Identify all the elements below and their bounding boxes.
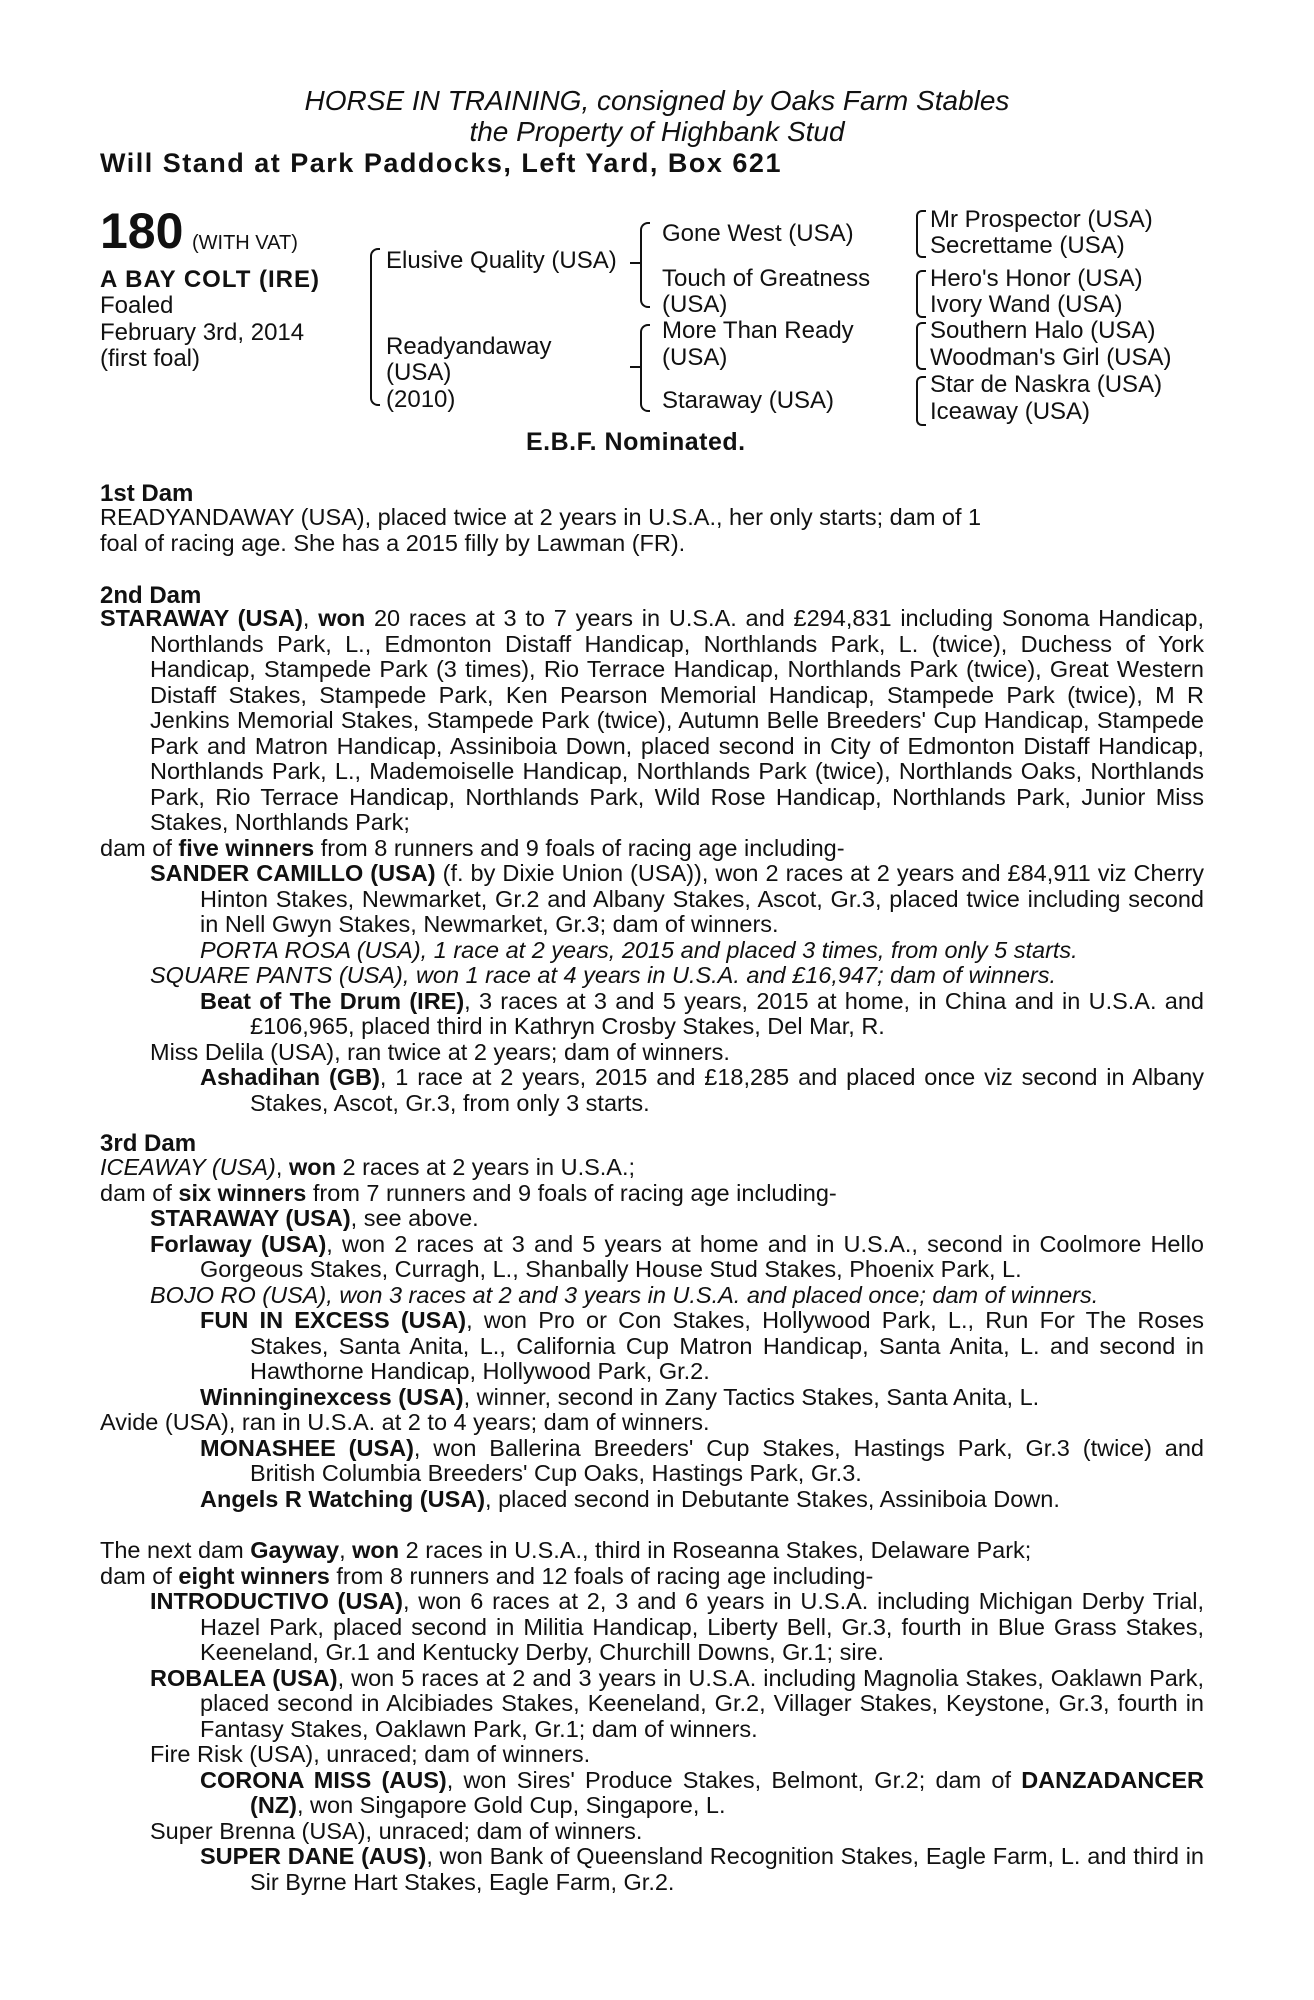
second-dam-name: STARAWAY (USA) [100,605,303,631]
produce-item [100,1487,1204,1513]
produce-item [100,1844,1204,1895]
produce-name: CORONA MISS (AUS) [200,1766,447,1793]
dam-of-detail: from 8 runners and 9 foals of racing age including- [320,834,845,861]
produce-text: , won Bank of Queensland Recognition Stakes, Eagle Farm, L. and third in Sir Byrne Hart Stakes, Eagle Farm, Gr.2. [250,1843,1204,1895]
next-dam-name: Gayway [250,1537,340,1563]
produce-item [100,1589,1204,1666]
vat-note: (WITH VAT) [192,232,298,254]
produce-text: (f. by Dixie Union (USA)), won 2 races at 2 years and £84,911 viz Cherry Hinton Stakes, Newmarket, Gr.2 and Albany Stakes, Ascot, Gr.3, placed twice including second in Nell Gwyn Stakes, Newmarket, Gr.3; dam of winners. [200,860,1205,937]
sire-sire-sire: Mr Prospector (USA) [930,206,1153,233]
dam-of-detail: from 7 runners and 9 foals of racing age including- [312,1179,837,1206]
dam-sire-country: (USA) [662,344,728,371]
produce-item [100,1065,1204,1116]
produce-text: , won 1 race at 4 years in U.S.A. and £16,947; dam of winners. [402,962,1057,988]
produce-name: SANDER CAMILLO (USA) [150,860,436,886]
produce-text: , won Singapore Gold Cup, Singapore, L. [296,1792,726,1818]
lot-name: A BAY COLT (IRE) [100,266,321,293]
produce-item [100,989,1204,1040]
produce-name: Angels R Watching (USA) [200,1485,486,1512]
dam-year: (2010) [386,386,456,413]
next-dam-record: The next dam Gayway, won 2 races in U.S.A., third in Roseanna Stakes, Delaware Park; dam of eight winners from 8 runners and 12 foals of racing age including- INTRODUCTIVO (USA), won 6 races at 2, 3 and 6 years in U.S.A. including Michigan Derby Trial, Hazel Park, placed second in Militia Handicap, Liberty Bell, Gr.3, fourth in Blue Grass Stakes, Keeneland, Gr.1 and Kentucky Derby, Churchill Downs, Gr.1; sire. ROBALEA (USA), won 5 races at 2 and 3 years in U.S.A. including Magnolia Stakes, Oaklawn Park, placed second in Alcibiades Stakes, Keeneland, Gr.2, Villager Stakes, Keystone, Gr.3, fourth in Fantasy Stakes, Oaklawn Park, Gr.1; dam of winners. Fire Risk (USA), unraced; dam of winners. CORONA MISS (AUS), won Sires' Produce Stakes, Belmont, Gr.2; dam of DANZADANCER (NZ), won Singapore Gold Cup, Singapore, L. Super Brenna (USA), unraced; dam of winners. SUPER DANE (AUS), won Bank of Queensland Recognition Stakes, Eagle Farm, L. and third in Sir Byrne Hart Stakes, Eagle Farm, Gr.2. [100,1537,1205,1895]
produce-name: INTRODUCTIVO (USA) [150,1588,403,1614]
sire: Elusive Quality (USA) [386,247,617,274]
dam-sire-dam: Woodman's Girl (USA) [930,344,1172,371]
next-dam-summary: 2 races in U.S.A., third in Roseanna Stakes, Delaware Park; [405,1537,1032,1563]
foaled-date: February 3rd, 2014 [100,319,305,346]
produce-name: PORTA ROSA (USA) [200,936,421,963]
foaled-label: Foaled [100,292,174,319]
brace-tick [630,366,640,368]
produce-item [100,1206,1204,1232]
sire-sire: Gone West (USA) [662,220,854,247]
second-dam-title: 2nd Dam [100,582,202,609]
produce-item [100,1410,1204,1436]
produce-name: MONASHEE (USA) [200,1434,414,1461]
produce-name: SQUARE PANTS (USA) [150,962,403,988]
produce-name: BOJO RO (USA) [150,1281,327,1308]
third-dam-record: ICEAWAY (USA), won 2 races at 2 years in U.S.A.; dam of six winners from 7 runners and 9 foals of racing age including- STARAWAY (USA), see above. Forlaway (USA), won 2 races at 3 and 5 years at home and in U.S.A., second in Coolmore Hello Gorgeous Stakes, Curragh, L., Shanbally House Stud Stakes, Phoenix Park, L. BOJO RO (USA), won 3 races at 2 and 3 years in U.S.A. and placed once; dam of winners. FUN IN EXCESS (USA), won Pro or Con Stakes, Hollywood Park, L., Run For The Roses Stakes, Santa Anita, L., California Cup Matron Handicap, Santa Anita, L. and second in Hawthorne Handicap, Hollywood Park, Gr.2. Winninginexcess (USA), winner, second in Zany Tactics Stakes, Santa Anita, L. Avide (USA), ran in U.S.A. at 2 to 4 years; dam of winners. MONASHEE (USA), won Ballerina Breeders' Cup Stakes, Hastings Park, Gr.3 (twice) and British Columbia Breeders' Cup Oaks, Hastings Park, Gr.3. Angels R Watching (USA), placed second in Debutante Stakes, Assiniboia Down. [100,1154,1205,1512]
second-dam-summary: 20 races at 3 to 7 years in U.S.A. and £294,831 including Sonoma Handicap, Northlands Park, L., Edmonton Distaff Handicap, Northlands Park, L. (twice), Duchess of York Handicap, Stampede Park (3 times), Rio Terrace Handicap, Northlands Park (twice), Great Western Distaff Stakes, Stampede Park, Ken Pearson Memorial Handicap, Stampede Park (twice), M R Jenkins Memorial Stakes, Stampede Park (twice), Autumn Belle Breeders' Cup Handicap, Stampede Park and Matron Handicap, Assiniboia Down, placed second in City of Edmonton Distaff Handicap, Northlands Park, L., Mademoiselle Handicap, Northlands Park (twice), Northlands Oaks, Northlands Park, Rio Terrace Handicap, Northlands Park, Wild Rose Handicap, Northlands Park, Junior Miss Stakes, Northlands Park; [150,605,1204,835]
produce-name: Beat of The Drum (IRE) [200,987,465,1014]
produce-text: , won 6 races at 2, 3 and 6 years in U.S.A. including Michigan Derby Trial, Hazel Park, placed second in Militia Handicap, Liberty Bell, Gr.3, fourth in Blue Grass Stakes, Keeneland, Gr.1 and Kentucky Derby, Churchill Downs, Gr.1; sire. [200,1588,1205,1665]
produce-name: Super Brenna (USA) [150,1817,366,1844]
produce-text: , 1 race at 2 years, 2015 and placed 3 times, from only 5 starts. [420,936,1078,963]
dam-of-label: dam of [100,834,172,861]
produce-item [100,1436,1204,1487]
pedigree-brace-gen1 [370,248,380,406]
produce-text: , won 3 races at 2 and 3 years in U.S.A. and placed once; dam of winners. [326,1281,1099,1308]
winners-count: five winners [178,834,315,861]
produce-text: , see above. [350,1205,479,1231]
ebf-nominated: E.B.F. Nominated. [526,428,746,456]
produce-text: , won Ballerina Breeders' Cup Stakes, Hastings Park, Gr.3 (twice) and British Columbia Breeders' Cup Oaks, Hastings Park, Gr.3. [250,1434,1204,1486]
dam-of-label: dam of [100,1562,172,1589]
first-dam-title: 1st Dam [100,480,194,507]
third-dam-name: ICEAWAY (USA) [100,1154,276,1180]
next-dam-intro: The next dam [100,1537,244,1563]
pedigree-brace-sd [916,270,926,318]
produce-name: STARAWAY (USA) [150,1205,351,1231]
produce-name: FUN IN EXCESS (USA) [200,1307,467,1333]
third-dam-summary: 2 races at 2 years in U.S.A.; [342,1154,636,1180]
dam-name: Readyandaway [386,333,552,360]
second-dam-record: STARAWAY (USA), won 20 races at 3 to 7 years in U.S.A. and £294,831 including Sonoma Handicap, Northlands Park, L., Edmonton Distaff Handicap, Northlands Park, L. (twice), Duchess of York Handicap, Stampede Park (3 times), Rio Terrace Handicap, Northlands Park (twice), Great Western Distaff Stakes, Stampede Park, Ken Pearson Memorial Handicap, Stampede Park (twice), M R Jenkins Memorial Stakes, Stampede Park (twice), Autumn Belle Breeders' Cup Handicap, Stampede Park and Matron Handicap, Assiniboia Down, placed second in City of Edmonton Distaff Handicap, Northlands Park, L., Mademoiselle Handicap, Northlands Park (twice), Northlands Oaks, Northlands Park, Rio Terrace Handicap, Northlands Park, Wild Rose Handicap, Northlands Park, Junior Miss Stakes, Northlands Park; dam of five winners from 8 runners and 9 foals of racing age including- SANDER CAMILLO (USA) (f. by Dixie Union (USA)), won 2 races at 2 years and £84,911 viz Cherry Hinton Stakes, Newmarket, Gr.2 and Albany Stakes, Ascot, Gr.3, placed twice including second in Nell Gwyn Stakes, Newmarket, Gr.3; dam of winners. PORTA ROSA (USA), 1 race at 2 years, 2015 and placed 3 times, from only 5 starts. SQUARE PANTS (USA), won 1 race at 4 years in U.S.A. and £16,947; dam of winners. Beat of The Drum (IRE), 3 races at 3 and 5 years, 2015 at home, in China and in U.S.A. and £106,965, placed third in Kathryn Crosby Stakes, Del Mar, R. Miss Delila (USA), ran twice at 2 years; dam of winners. Ashadihan (GB), 1 race at 2 years, 2015 and £18,285 and placed once viz second in Albany Stakes, Ascot, Gr.3, from only 3 starts. [100,605,1205,1116]
first-foal-note: (first foal) [100,345,201,372]
dam-sire: More Than Ready [662,317,854,344]
produce-text: , won Pro or Con Stakes, Hollywood Park, L., Run For The Roses Stakes, Santa Anita, L., California Cup Matron Handicap, Santa Anita, L. and second in Hawthorne Handicap, Hollywood Park, Gr.2. [250,1307,1204,1384]
sire-sire-dam: Secrettame (USA) [930,232,1125,259]
produce-name: Winninginexcess (USA) [200,1383,464,1410]
dam-dam-sire: Star de Naskra (USA) [930,371,1163,398]
produce-item [100,861,1204,938]
produce-item [100,1040,1204,1066]
produce-item [100,938,1204,964]
dam-country: (USA) [386,359,452,386]
winners-count: six winners [178,1179,307,1206]
produce-text: , 1 race at 2 years, 2015 and £18,285 and placed once viz second in Albany Stakes, Ascot, Gr.3, from only 3 starts. [250,1064,1205,1116]
dam-of-label: dam of [100,1179,172,1206]
lot-number: 180 [100,203,184,259]
produce-text: , unraced; dam of winners. [313,1741,591,1767]
produce-item [100,1232,1204,1283]
sire-dam-dam: Ivory Wand (USA) [930,291,1123,318]
produce-text: , won Sires' Produce Stakes, Belmont, Gr.2; dam of [446,1766,1011,1793]
sire-dam: Touch of Greatness [662,265,871,292]
property-line: the Property of Highbank Stud [469,116,845,147]
produce-name: Ashadihan (GB) [200,1064,380,1090]
produce-text: , ran in U.S.A. at 2 to 4 years; dam of winners. [228,1409,710,1435]
produce-text: , ran twice at 2 years; dam of winners. [334,1038,730,1065]
consignor-line: HORSE IN TRAINING, consigned by Oaks Farm Stables [304,85,1010,116]
produce-item [100,1768,1204,1819]
winners-count: eight winners [178,1562,330,1589]
produce-item [100,1283,1204,1309]
sire-dam-sire: Hero's Honor (USA) [930,265,1143,292]
produce-item [100,963,1204,989]
dam-sire-sire: Southern Halo (USA) [930,317,1156,344]
pedigree-brace-dam [640,324,650,412]
produce-name: SUPER DANE (AUS) [200,1843,427,1869]
produce-name: Miss Delila (USA) [150,1038,335,1065]
produce-text: , unraced; dam of winners. [365,1817,643,1844]
pedigree-brace-sire [640,222,650,308]
produce-text: , winner, second in Zany Tactics Stakes, Santa Anita, L. [463,1383,1040,1410]
produce-item [100,1308,1204,1385]
dam-dam: Staraway (USA) [662,387,835,414]
first-dam-text: READYANDAWAY (USA), placed twice at 2 years in U.S.A., her only starts; dam of 1 foal of racing age. She has a 2015 filly by Lawman (FR). [100,504,982,556]
sire-dam-country: (USA) [662,291,728,318]
won-label: won [318,605,366,631]
brace-tick [630,262,640,264]
produce-item [100,1742,1204,1768]
produce-item [100,1385,1204,1411]
won-label: won [352,1537,400,1563]
produce-name: Fire Risk (USA) [150,1741,314,1767]
produce-text: , won 5 races at 2 and 3 years in U.S.A. including Magnolia Stakes, Oaklawn Park, placed second in Alcibiades Stakes, Keeneland, Gr.2, Villager Stakes, Keystone, Gr.3, fourth in Fantasy Stakes, Oaklawn Park, Gr.1; dam of winners. [200,1664,1204,1742]
won-label: won [288,1154,336,1180]
produce-name: DANZADANCER (NZ) [250,1766,1204,1818]
dam-of-detail: from 8 runners and 12 foals of racing age including- [336,1562,874,1589]
pedigree-brace-ss [916,210,926,258]
produce-text: , placed second in Debutante Stakes, Assiniboia Down. [485,1485,1060,1512]
produce-name: Avide (USA) [100,1409,229,1435]
pedigree-brace-dd [916,376,926,426]
produce-item [100,1819,1204,1845]
produce-name: ROBALEA (USA) [150,1664,338,1691]
pedigree-brace-ds [916,322,926,370]
third-dam-title: 3rd Dam [100,1130,197,1157]
dam-dam-dam: Iceaway (USA) [930,398,1091,425]
produce-name: Forlaway (USA) [150,1230,327,1257]
produce-text: , won 2 races at 3 and 5 years at home and in U.S.A., second in Coolmore Hello Gorgeous Stakes, Curragh, L., Shanbally House Stud Stakes, Phoenix Park, L. [200,1230,1205,1282]
produce-item [100,1666,1204,1743]
stand-location: Will Stand at Park Paddocks, Left Yard, Box 621 [100,148,782,178]
produce-text: , 3 races at 3 and 5 years, 2015 at home, in China and in U.S.A. and £106,965, placed third in Kathryn Crosby Stakes, Del Mar, R. [250,987,1204,1039]
